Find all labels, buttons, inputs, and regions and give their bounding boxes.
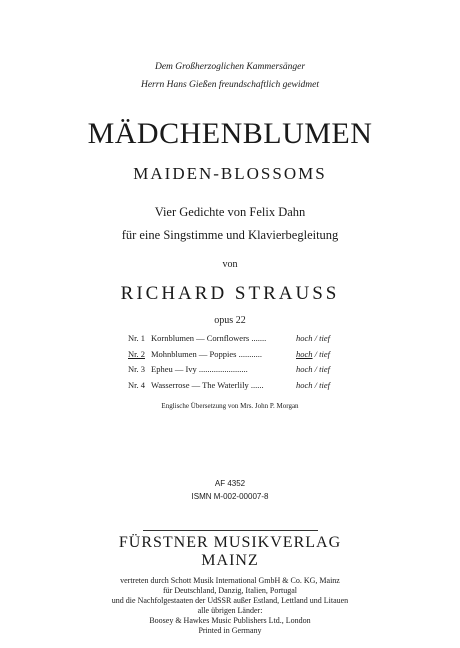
list-item — [128, 349, 368, 361]
opus-number: opus 22 — [214, 315, 246, 326]
song-title: Wasserrose — The Waterlily — [151, 379, 249, 390]
list-item — [128, 380, 368, 392]
ismn-number: ISMN M-002-00007-8 — [191, 492, 269, 501]
imprint-line-4: alle übrigen Länder: — [197, 606, 263, 615]
voice-high: hoch — [296, 379, 313, 390]
song-title: Kornblumen — Cornflowers — [151, 333, 250, 343]
publisher-city: MAINZ — [201, 552, 259, 569]
voice-type: hoch / tief — [296, 379, 331, 390]
dedication-line-1: Dem Großherzoglichen Kammersänger — [154, 62, 306, 72]
song-number: Nr. 3 — [128, 364, 145, 374]
imprint-line-6: Printed in Germany — [198, 626, 262, 635]
list-item — [128, 364, 368, 376]
voice-high: hoch — [296, 364, 313, 374]
voice-high: hoch — [296, 333, 313, 343]
imprint-line-2: für Deutschland, Danzig, Italien, Portugal — [163, 586, 297, 595]
song-title: Mohnblumen — Poppies — [151, 348, 237, 359]
dot-leader: ....................... — [196, 364, 248, 374]
composer-name: RICHARD STRAUSS — [120, 283, 340, 304]
imprint-line-5: Boosey & Hawkes Music Publishers Ltd., London — [149, 616, 311, 625]
translation-note: Englische Übersetzung von Mrs. John P. Morgan — [161, 402, 299, 410]
song-number: Nr. 4 — [128, 379, 145, 390]
voice-type: hoch / tief — [296, 348, 331, 359]
dot-leader: ........... — [236, 348, 262, 359]
divider — [143, 530, 318, 531]
voice-low: tief — [319, 364, 331, 374]
work-subtitle: MAIDEN-BLOSSOMS — [133, 164, 327, 183]
work-title: MÄDCHENBLUMEN — [87, 117, 373, 150]
voice-low: tief — [319, 333, 331, 343]
dot-leader: ....... — [249, 333, 267, 343]
imprint-line-3: und die Nachfolgestaaten der UdSSR außer Estland, Lettland und Litauen — [111, 596, 349, 605]
voice-low: tief — [319, 348, 331, 359]
voice-type: hoch / tief — [296, 364, 331, 374]
voice-low: tief — [319, 379, 331, 390]
dot-leader: ...... — [248, 379, 264, 390]
publisher-name: FÜRSTNER MUSIKVERLAG — [118, 534, 342, 551]
voice-high: hoch — [296, 348, 313, 359]
song-list — [128, 333, 368, 395]
catalog-number: AF 4352 — [214, 479, 246, 488]
song-number: Nr. 1 — [128, 333, 145, 343]
voice-type: hoch / tief — [296, 333, 331, 343]
von-label: von — [222, 259, 238, 270]
description-line-2: für eine Singstimme und Klavierbegleitung — [121, 228, 339, 242]
song-number: Nr. 2 — [128, 348, 145, 359]
imprint-line-1: vertreten durch Schott Musik International GmbH & Co. KG, Mainz — [120, 576, 340, 585]
dedication-line-2: Herrn Hans Gießen freundschaftlich gewidmet — [140, 80, 319, 90]
song-title: Epheu — Ivy — [151, 364, 197, 374]
list-item — [128, 333, 368, 345]
description-line-1: Vier Gedichte von Felix Dahn — [154, 205, 306, 219]
